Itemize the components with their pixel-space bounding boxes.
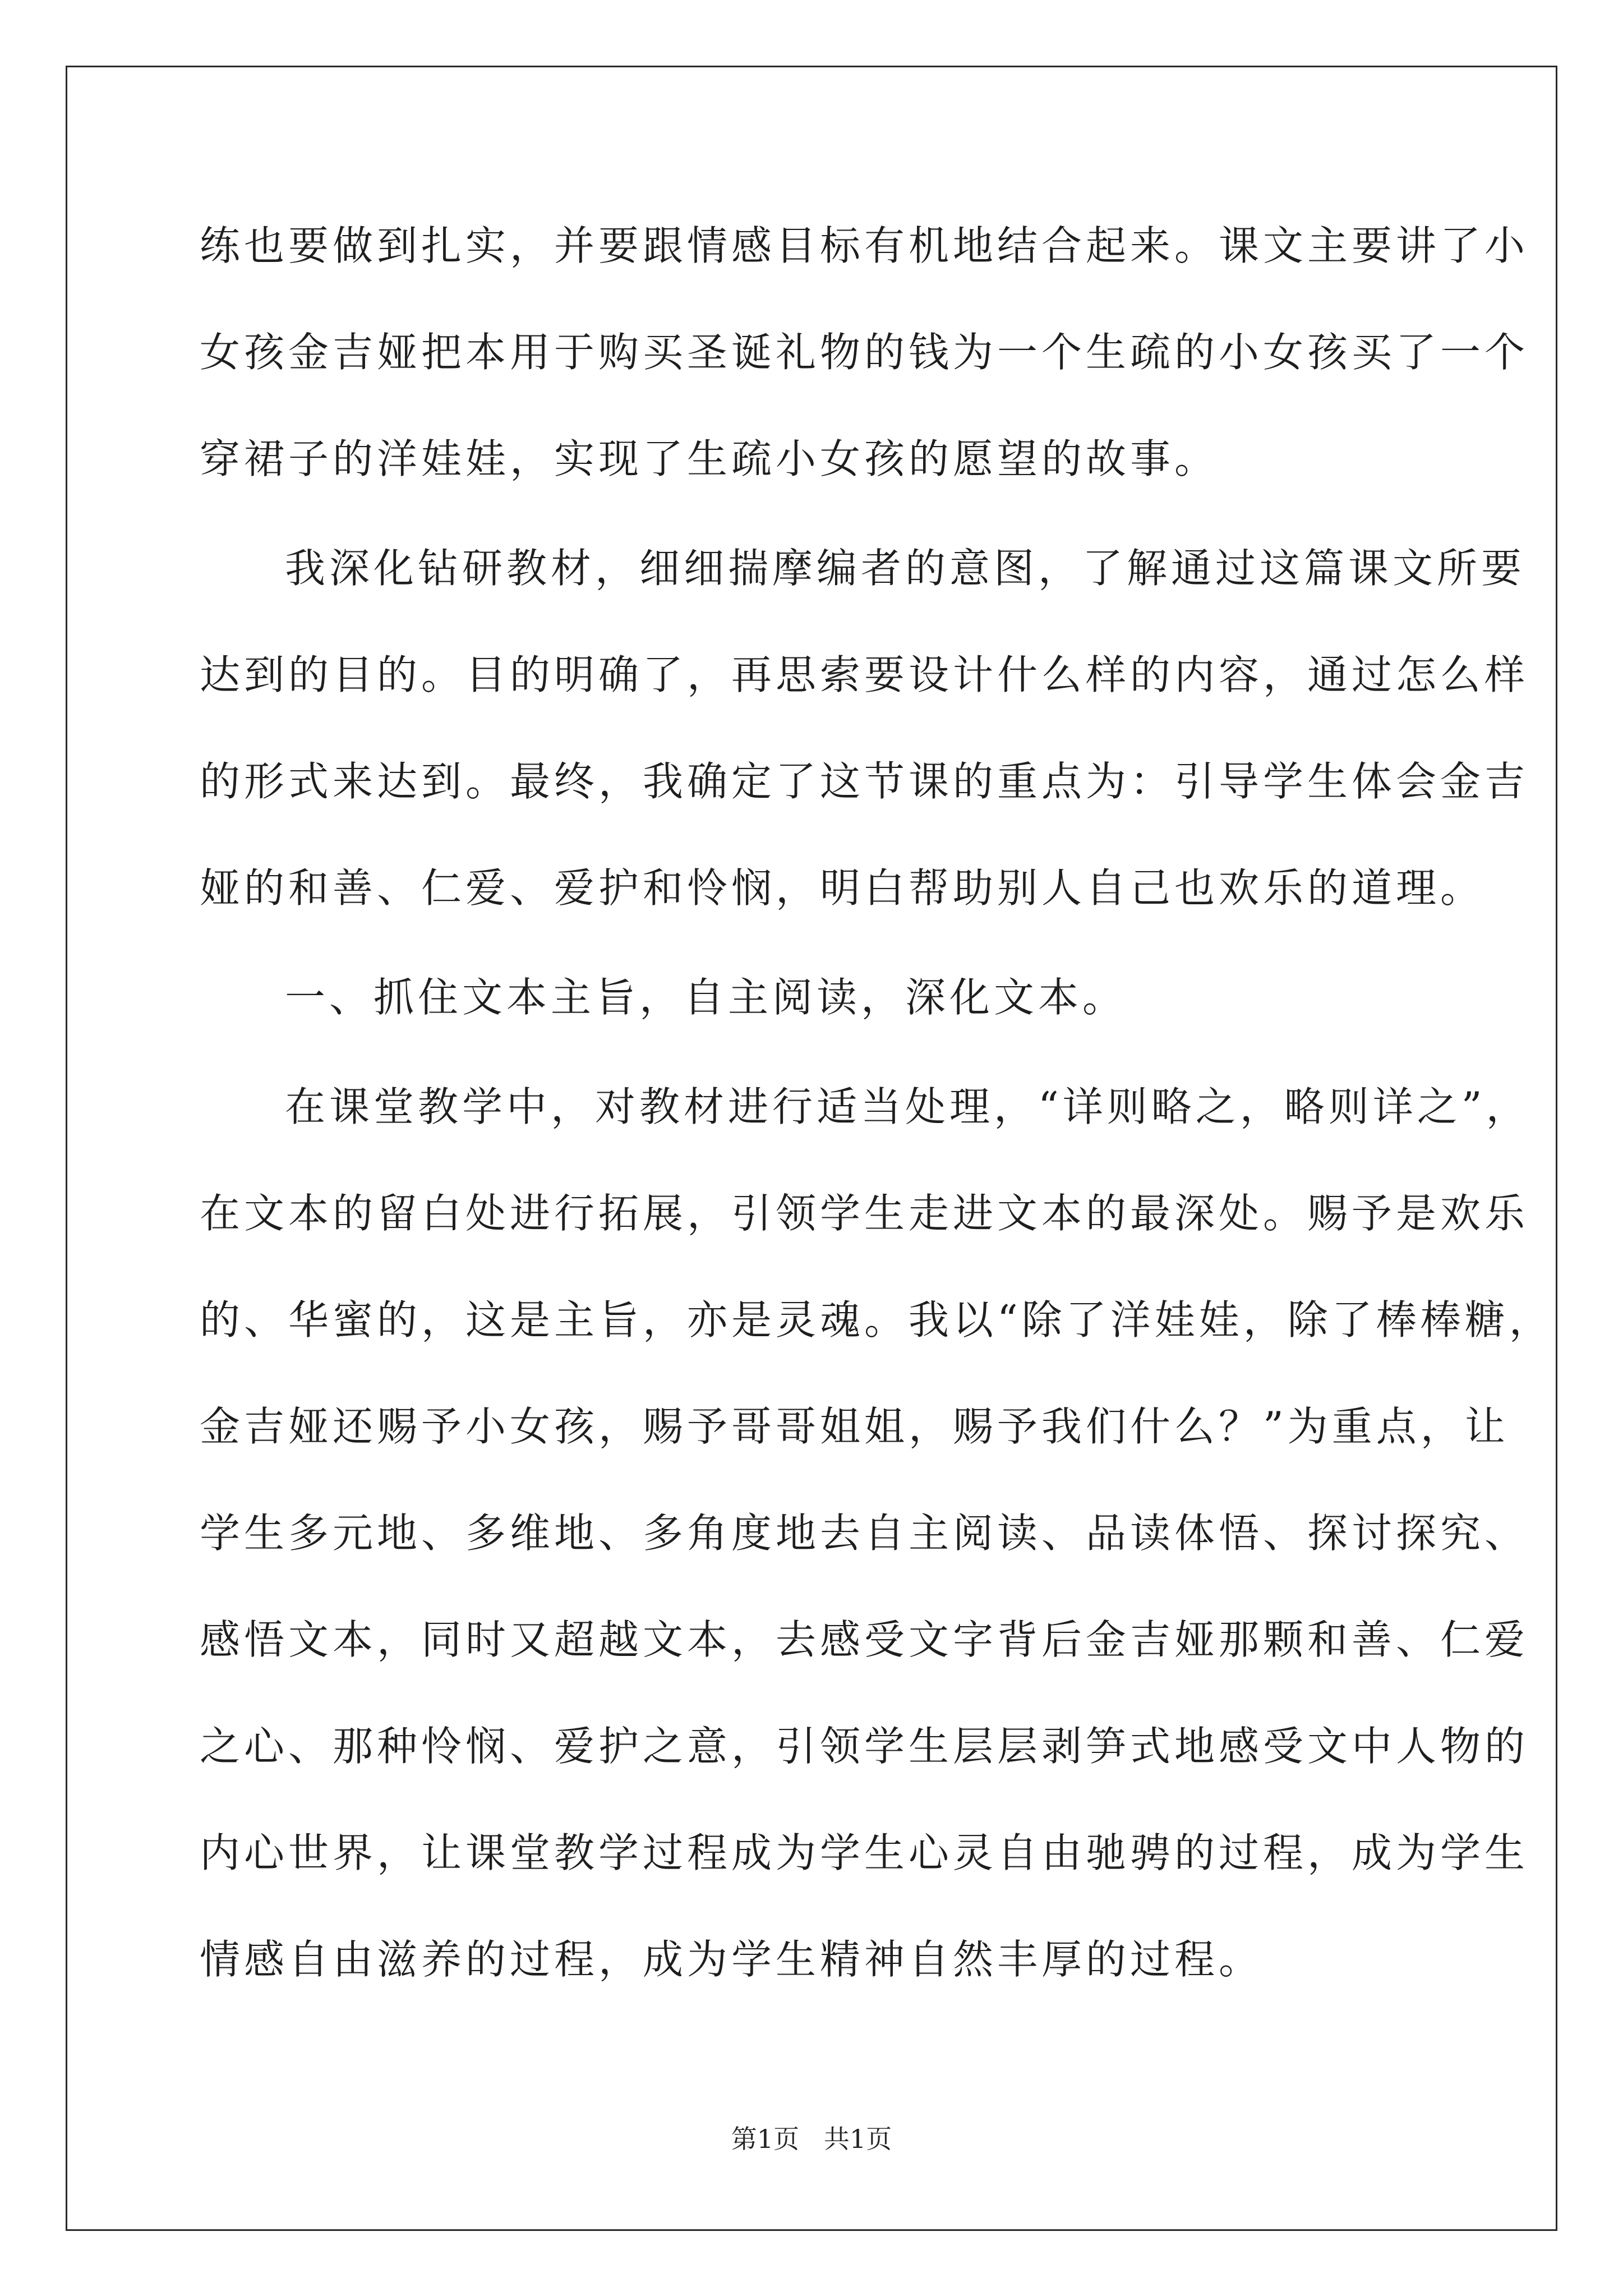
body-line-10: 在文本的留白处进行拓展，引领学生走进文本的最深处。赐予是欢乐 bbox=[200, 1190, 1529, 1237]
body-line-6: 的形式来达到。最终，我确定了这节课的重点为：引导学生体会金吉 bbox=[200, 758, 1529, 805]
body-line-14: 感悟文本，同时又超越文本，去感受文字背后金吉娅那颗和善、仁爱 bbox=[200, 1616, 1529, 1663]
body-line-3: 穿裙子的洋娃娃，实现了生疏小女孩的愿望的故事。 bbox=[200, 435, 1219, 482]
page-number-footer: 第1页 共1页 bbox=[731, 2124, 892, 2154]
body-line-7: 娅的和善、仁爱、爱护和怜悯，明白帮助别人自己也欢乐的道理。 bbox=[200, 864, 1485, 912]
body-line-13: 学生多元地、多维地、多角度地去自主阅读、品读体悟、探讨探究、 bbox=[200, 1510, 1529, 1557]
body-line-5: 达到的目的。目的明确了，再思索要设计什么样的内容，通过怎么样 bbox=[200, 651, 1529, 698]
section-heading: 一、抓住文本主旨，自主阅读，深化文本。 bbox=[285, 974, 1127, 1021]
body-line-12: 金吉娅还赐予小女孩，赐予哥哥姐姐，赐予我们什么？”为重点，让 bbox=[200, 1403, 1509, 1450]
body-line-15: 之心、那种怜悯、爱护之意，引领学生层层剥笋式地感受文中人物的 bbox=[200, 1723, 1529, 1770]
page-border bbox=[66, 66, 1557, 2231]
body-line-9: 在课堂教学中，对教材进行适当处理，“详则略之，略则详之”， bbox=[285, 1083, 1530, 1130]
body-line-1: 练也要做到扎实，并要跟情感目标有机地结合起来。课文主要讲了小 bbox=[200, 222, 1529, 269]
body-line-2: 女孩金吉娅把本用于购买圣诞礼物的钱为一个生疏的小女孩买了一个 bbox=[200, 329, 1529, 376]
body-line-11: 的、华蜜的，这是主旨，亦是灵魂。我以“除了洋娃娃，除了棒棒糖， bbox=[200, 1296, 1553, 1343]
body-line-4: 我深化钻研教材，细细揣摩编者的意图，了解通过这篇课文所要 bbox=[285, 545, 1526, 592]
body-line-17: 情感自由滋养的过程，成为学生精神自然丰厚的过程。 bbox=[200, 1936, 1264, 1983]
body-line-16: 内心世界，让课堂教学过程成为学生心灵自由驰骋的过程，成为学生 bbox=[200, 1829, 1529, 1876]
